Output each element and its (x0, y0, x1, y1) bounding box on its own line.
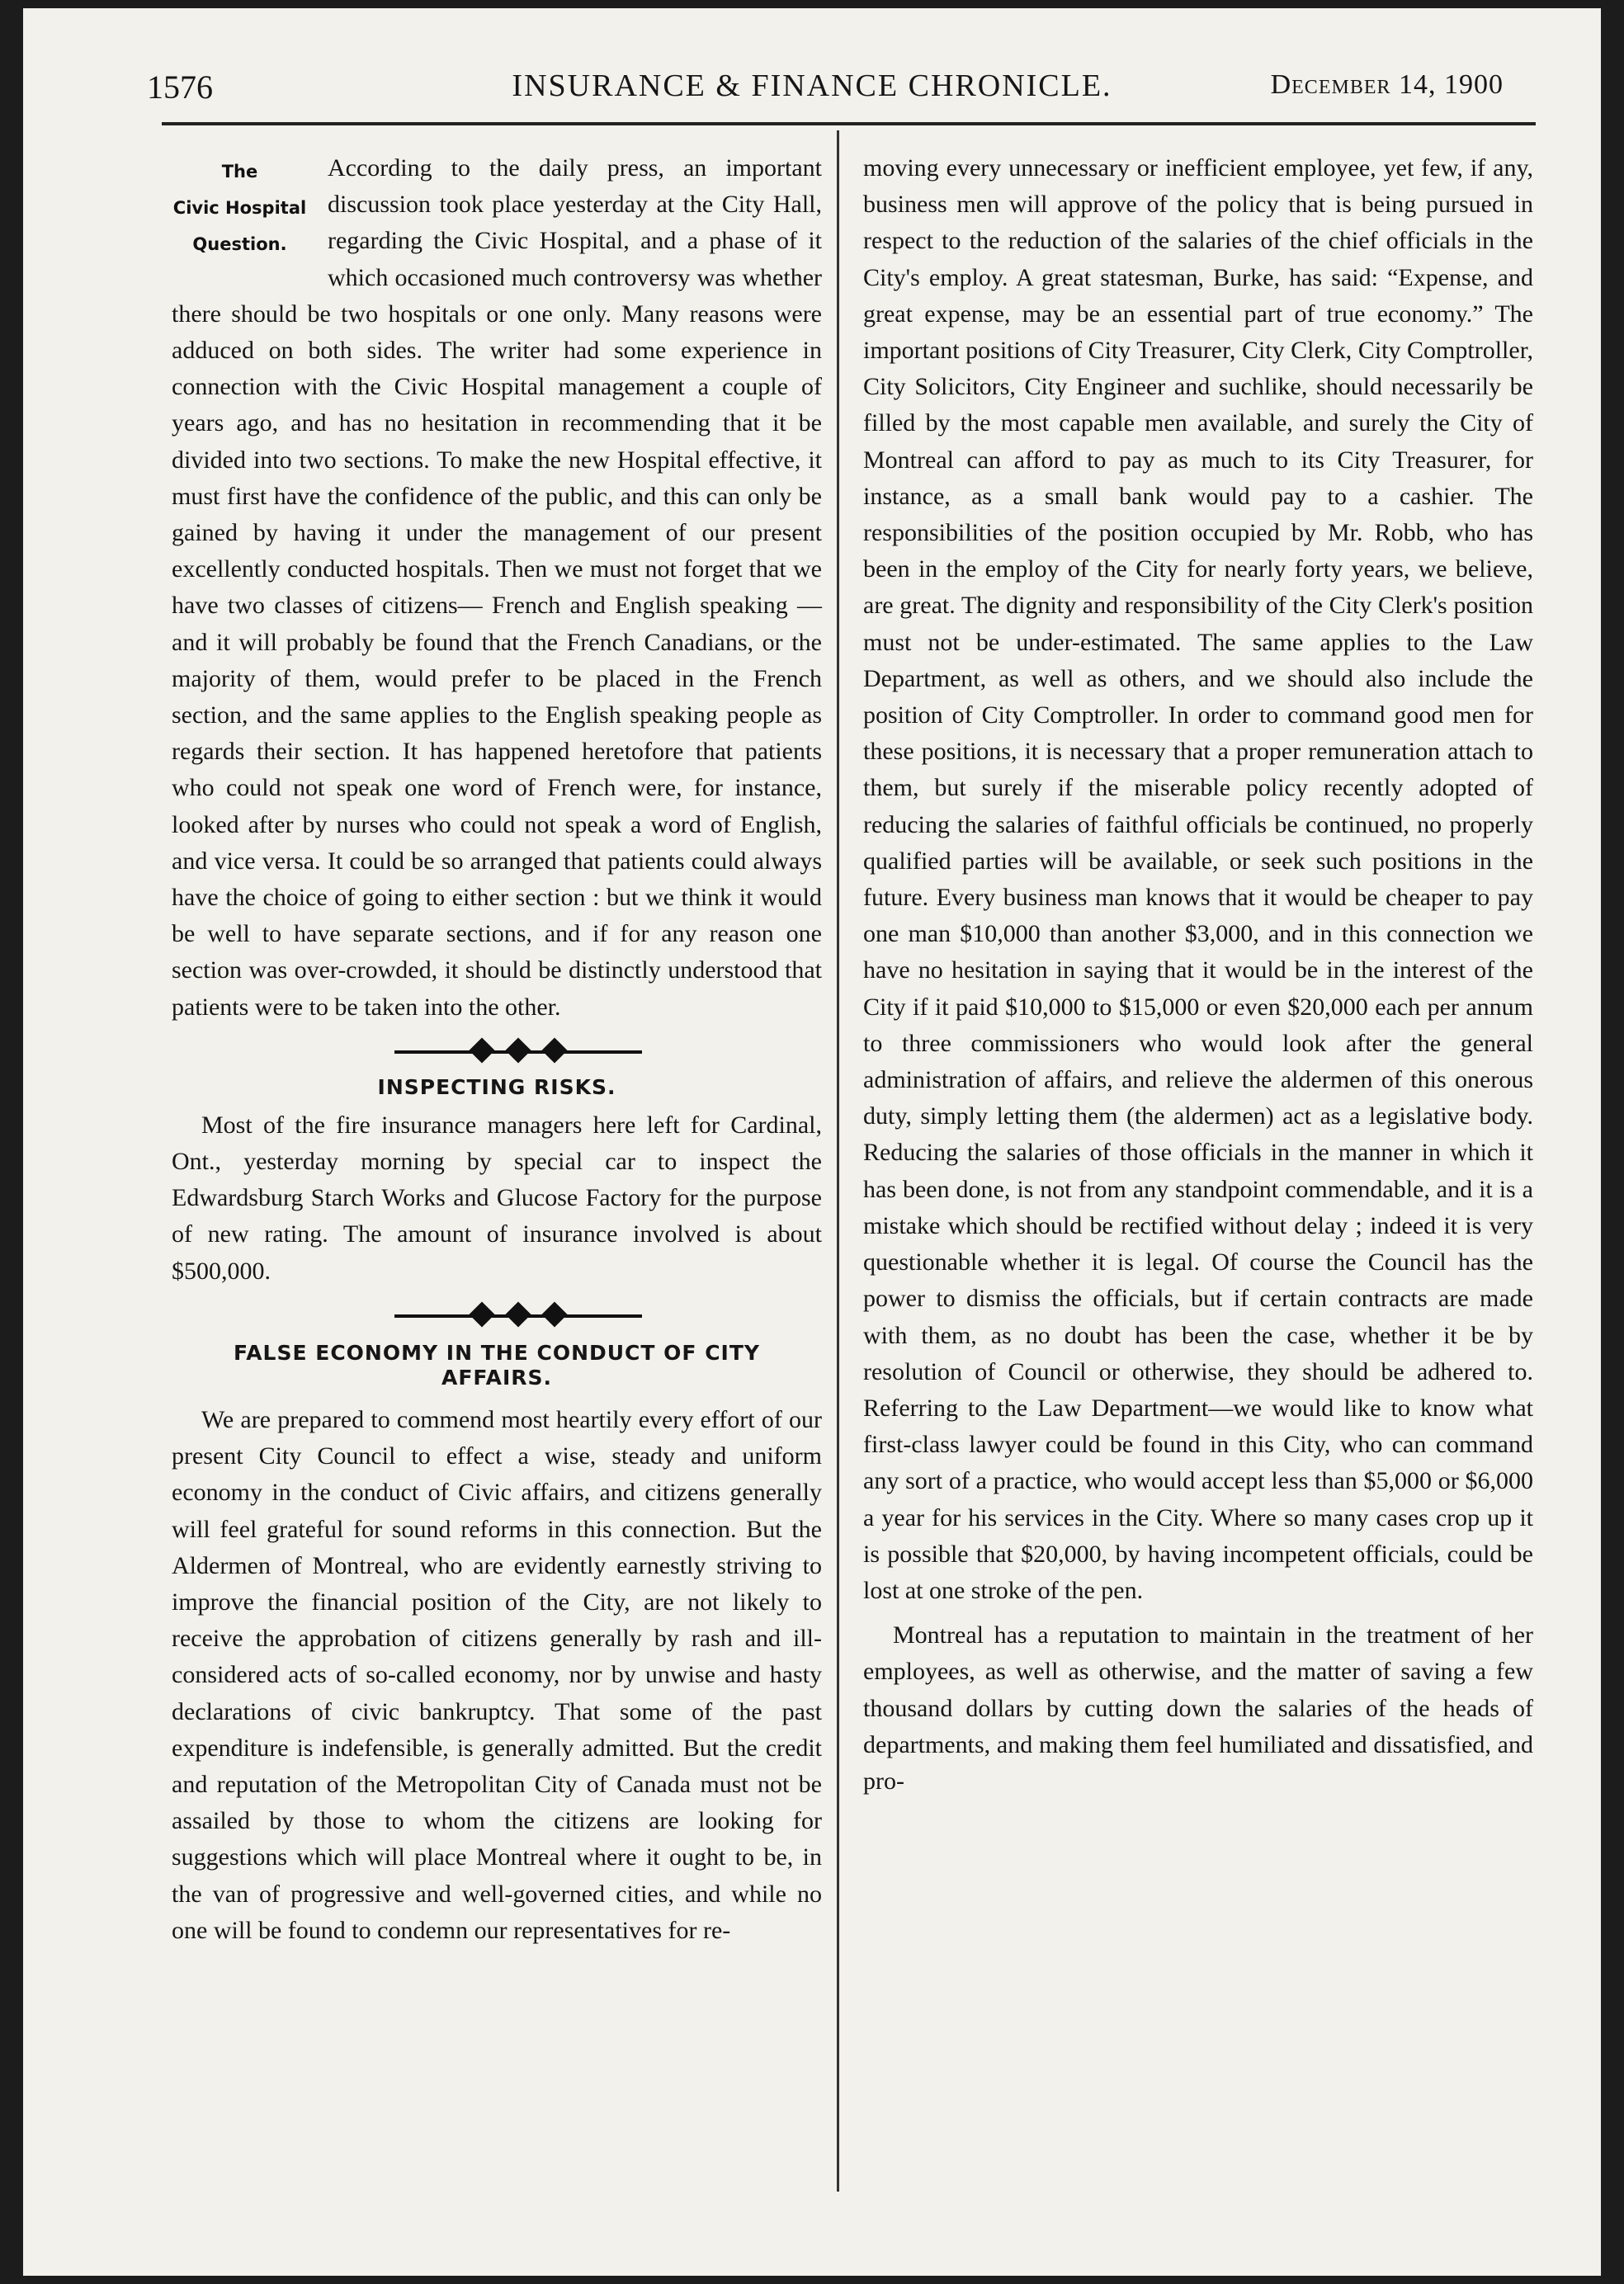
column-divider (837, 130, 839, 2192)
side-heading-line: Civic Hospital (172, 198, 307, 218)
article-false-economy-continued: moving every unnecessary or inefficient employee, yet few, if any, business men will approve of the policy that is being pursued in respect to the reduction of the salaries of the chief officials in the City's employ. A great statesman, Burke, has said: “Expense, and great expense, may be an essential part of true economy.” The important positions of City Treasurer, City Clerk, City Comptroller, City Solicitors, City Engineer and suchlike, should necessarily be filled by the most capable men available, and surely the City of Montreal can afford to pay as much to its City Treasurer, for instance, as a small bank would pay to a cashier. The responsibilities of the position occupied by Mr. Robb, who has been in the employ of the City for nearly forty years, we believe, are great. The dignity and responsibility of the City Clerk's position must not be under-estimated. The same applies to the Law Department, as well as others, and we should also include the position of City Comptroller. In order to command good men for these positions, it is necessary that a proper remuneration attach to them, but surely if the miserable policy recently adopted of reducing the salaries of faithful officials be continued, no properly qualified parties will be available, or seek such positions in the future. Every business man knows that it would be cheaper to pay one man $10,000 than another $3,000, and in this connection we have no hesitation in saying that it would be in the interest of the City if it paid $10,000 to $15,000 or even $20,000 each per annum to three commissioners who would look after the general administration of affairs, and relieve the aldermen of this onerous duty, simply letting them (the aldermen) act as a legislative body. Reducing the salaries of those officials in the manner in which it has been done, is not from any standpoint commendable, and it is a mistake which should be rectified without delay ; indeed it is very questionable whether it is legal. Of course the Council has the power to dismiss the officials, but if certain contracts are made with them, as no doubt has been the case, whether it be by resolution of Council or otherwise, they should be adhered to. Referring to the Law Department—we would like to know what first-class lawyer could be found in this City, who can command any sort of a practice, who would accept less than $5,000 or $6,000 a year for his services in the City. Where so many cases crop up it is possible that $20,000, by having incompetent officials, could be lost at one stroke of the pen. (863, 154, 1533, 1604)
section-title-line: FALSE ECONOMY IN THE CONDUCT OF CITY (233, 1340, 760, 1365)
article-inspecting-risks-text: Most of the fire insurance managers here left for Cardinal, Ont., yesterday morning by special car to inspect the Edwardsburg Starch Works and Glucose Factory for the purpose of new rating. The amount of insurance involved is about $500,000. (172, 1111, 822, 1285)
ornament-divider (172, 1036, 822, 1069)
side-heading-line: The (221, 162, 258, 182)
article-civic-hospital-text: According to the daily press, an important discussion took place yesterday at the City Hall, regarding the Civic Hospital, and a phase of it which occasioned much controversy was whether there should be two hospitals or one only. Many reasons were adduced on both sides. The writer had some experience in connection with the Civic Hospital management a couple of years ago, and has no hesitation in recommending that it be divided into two sections. To make the new Hospital effective, it must first have the confidence of the public, and this can only be gained by having it under the management of our present excellently conducted hospitals. Then we must not forget that we have two classes of citizens— French and English speaking — and it will probably be found that the French Canadians, or the majority of them, would prefer to be placed in the French section, and the same applies to the English speaking people as regards their section. It has happened heretofore that patients who could not speak one word of French were, for instance, looked after by nurses who could not speak a word of English, and vice versa. It could be so arranged that patients could always have the choice of going to either section : but we think it would be well to have separate sections, and if for any reason one section was over-crowded, it should be distinctly understood that patients were to be taken into the other. (172, 154, 822, 1021)
article-false-economy-text: We are prepared to commend most heartily every effort of our present City Council to effect a wise, steady and uniform economy in the conduct of Civic affairs, and citizens generally will feel grateful for sound reforms in this connection. But the Aldermen of Montreal, who are evidently earnestly striving to improve the financial position of the City, are not likely to receive the approbation of citizens generally by rash and ill-considered acts of so-called economy, nor by unwise and hasty declarations of civic bankruptcy. That some of the past expenditure is indefensible, is generally admitted. But the credit and reputation of the Metropolitan City of Canada must not be assailed by those to whom the citizens are looking for suggestions which will place Montreal where it ought to be, in the van of progressive and well-governed cities, and while no one will be found to condemn our representatives for re- (172, 1405, 822, 1944)
journal-title: INSURANCE & FINANCE CHRONICLE. (512, 68, 1112, 103)
right-column (863, 150, 1533, 1800)
left-column (172, 150, 822, 1949)
issue-date: December 14, 1900 (1270, 69, 1504, 100)
section-title-false-economy (172, 1341, 822, 1390)
article-false-economy-final-paragraph: Montreal has a reputation to maintain in the treatment of her employees, as well as otherwise, and the matter of saving a few thousand dollars by cutting down the salaries of the heads of departments, and making them feel humiliated and dissatisfied, and pro- (863, 1621, 1533, 1795)
page-number: 1576 (147, 68, 213, 106)
ornament-divider (172, 1300, 822, 1333)
side-heading (172, 153, 308, 262)
section-title-inspecting-risks: INSPECTING RISKS. (377, 1074, 616, 1099)
page-header (23, 68, 1601, 117)
side-heading-line: Question. (192, 234, 287, 254)
newspaper-page (23, 8, 1601, 2276)
header-rule (162, 122, 1536, 125)
section-title-line: AFFAIRS. (441, 1365, 553, 1390)
